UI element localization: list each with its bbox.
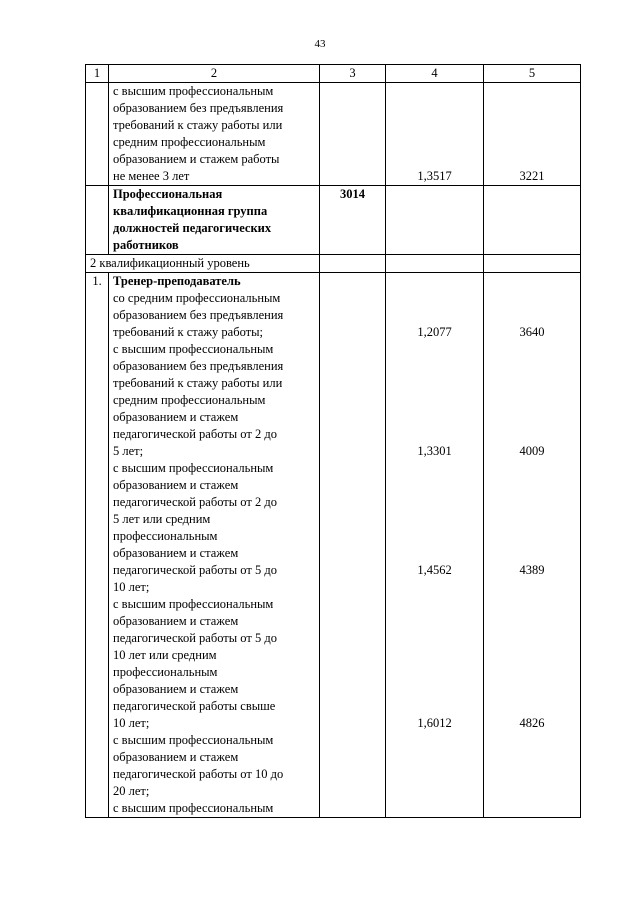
description-line: педагогической работы от 5 до	[113, 563, 277, 577]
description-line: образованием и стажем работы	[113, 152, 280, 166]
description-line: требований к стажу работы или	[113, 118, 283, 132]
description-line: педагогической работы от 5 до	[113, 631, 277, 645]
coefficient-value: 1,6012	[417, 716, 452, 730]
description-line: с высшим профессиональным	[113, 733, 274, 747]
group-title-line: работников	[113, 238, 179, 252]
description-line: педагогической работы от 2 до	[113, 495, 277, 509]
description-line: образованием без предъявления	[113, 359, 284, 373]
salary-column	[484, 273, 581, 818]
group-title	[109, 186, 320, 255]
coefficient-column	[386, 273, 484, 818]
header-cell: 4	[386, 65, 484, 83]
coefficient-value: 1,2077	[417, 325, 452, 339]
position-row	[86, 273, 581, 818]
description-line: требований к стажу работы;	[113, 325, 263, 339]
page-number: 43	[314, 38, 326, 50]
coefficient-cell	[386, 186, 484, 255]
description-line: с высшим профессиональным	[113, 597, 274, 611]
position-title: Тренер-преподаватель	[113, 274, 241, 288]
description-line: образованием и стажем	[113, 478, 239, 492]
salary-value: 3640	[519, 325, 545, 339]
group-title-line: квалификационная группа	[113, 204, 268, 218]
level-row	[86, 255, 581, 273]
description-line: педагогической работы свыше	[113, 699, 276, 713]
description-line: 20 лет;	[113, 784, 150, 798]
description-line: образованием без предъявления	[113, 308, 284, 322]
description-line: образованием и стажем	[113, 682, 239, 696]
coefficient-cell	[386, 255, 484, 273]
coefficient-cell: 1,3517	[386, 83, 484, 186]
description-cell	[109, 83, 320, 186]
description-line: требований к стажу работы или	[113, 376, 283, 390]
group-title-line: должностей педагогических	[113, 221, 272, 235]
description-line: образованием и стажем	[113, 410, 239, 424]
level-title: 2 квалификационный уровень	[86, 255, 320, 273]
header-cell: 5	[484, 65, 581, 83]
description-line: 5 лет;	[113, 444, 144, 458]
description-line: средним профессиональным	[113, 393, 266, 407]
header-cell: 3	[320, 65, 386, 83]
coefficient-value: 1,3301	[417, 444, 452, 458]
description-line: 10 лет;	[113, 580, 150, 594]
description-line: образованием и стажем	[113, 546, 239, 560]
salary-cell	[484, 186, 581, 255]
salary-value: 4389	[519, 563, 545, 577]
table-row	[86, 83, 581, 186]
description-line: образованием и стажем	[113, 614, 239, 628]
salary-value: 4826	[519, 716, 545, 730]
num-cell	[86, 83, 109, 186]
description-line: педагогической работы от 2 до	[113, 427, 277, 441]
description-line: образованием и стажем	[113, 750, 239, 764]
group-code: 3014	[320, 186, 386, 255]
salary-value: 4009	[519, 444, 545, 458]
description-line: не менее 3 лет	[113, 169, 190, 183]
code-cell	[320, 273, 386, 818]
description-line: с высшим профессиональным	[113, 801, 274, 815]
description-line: со средним профессиональным	[113, 291, 281, 305]
description-line: средним профессиональным	[113, 135, 266, 149]
description-line: 5 лет или средним	[113, 512, 211, 526]
description-line: профессиональным	[113, 665, 218, 679]
salary-cell: 3221	[484, 83, 581, 186]
description-line: с высшим профессиональным	[113, 461, 274, 475]
header-cell: 2	[109, 65, 320, 83]
header-row	[86, 65, 581, 83]
description-line: с высшим профессиональным	[113, 342, 274, 356]
position-number: 1.	[86, 273, 109, 818]
group-title-line: Профессиональная	[113, 187, 223, 201]
group-row	[86, 186, 581, 255]
code-cell	[320, 255, 386, 273]
salary-table	[85, 64, 581, 818]
description-line: образованием без предъявления	[113, 101, 284, 115]
description-line: с высшим профессиональным	[113, 84, 274, 98]
description-line: профессиональным	[113, 529, 218, 543]
num-cell	[86, 186, 109, 255]
position-description	[109, 273, 320, 818]
coefficient-value: 1,4562	[417, 563, 452, 577]
description-line: 10 лет;	[113, 716, 150, 730]
code-cell	[320, 83, 386, 186]
description-line: 10 лет или средним	[113, 648, 217, 662]
description-line: педагогической работы от 10 до	[113, 767, 284, 781]
salary-cell	[484, 255, 581, 273]
header-cell: 1	[86, 65, 109, 83]
